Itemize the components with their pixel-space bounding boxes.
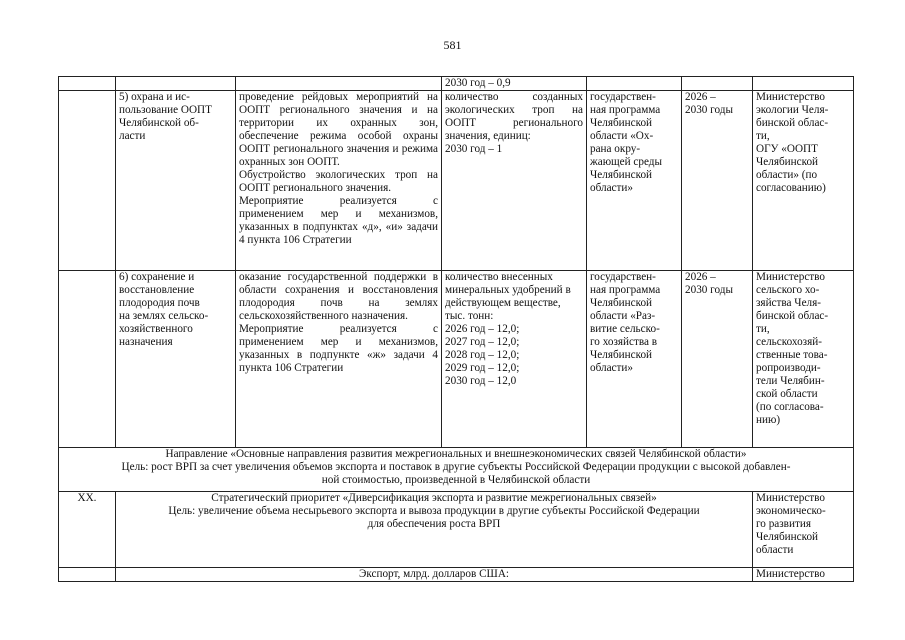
page-number: 581 [443, 38, 462, 52]
executor-cell: Министерство экологии Челя- бинской облас- ти, ОГУ «ООПТ Челябинской области» (по согласованию) [753, 91, 854, 271]
table-row [59, 448, 854, 492]
table-cell [59, 271, 116, 448]
table-cell [236, 77, 442, 91]
strategy-table [58, 76, 854, 582]
task-cell: 5) охрана и ис- пользование ООПТ Челябинской об- ласти [116, 91, 236, 271]
table-cell [587, 77, 682, 91]
task-cell: 6) сохранение и восстановление плодородия почв на землях сельско- хозяйственного назначения [116, 271, 236, 448]
executor-cell: Министерство сельского хо- зяйства Челя- бинской облас- ти, сельскохозяй- ственные това- ропроизводи- тели Челябин- ской области (по согласова- нию) [753, 271, 854, 448]
priority-cell: Стратегический приоритет «Диверсификация экспорта и развитие межрегиональных связей» Цель: увеличение объема несырьевого экспорта и вывоза продукции в другие субъекты Российской Федерации для обеспечения роста ВРП [116, 492, 753, 568]
table-row [59, 568, 854, 582]
table-row [59, 492, 854, 568]
executor-cell: Министерство экономическо- го развития Челябинской области [753, 492, 854, 568]
period-cell: 2026 – 2030 годы [682, 271, 753, 448]
table-cell [753, 77, 854, 91]
table-cell [59, 77, 116, 91]
measure-cell: оказание государственной поддержки в области сохранения и восстановления плодородия почв на землях сельскохозяйственного назначения. Мероприятие реализуется с применением мер и механизмов, указанных в подпункте «ж» задачи 4 пункта 106 Стратегии [236, 271, 442, 448]
indicator-cell: количество созданных экологических троп на ООПТ регионального значения, единиц: 2030 год – 1 [442, 91, 587, 271]
table-cell [59, 568, 116, 582]
table-row [59, 77, 854, 91]
table-cell [59, 91, 116, 271]
table-cell [682, 77, 753, 91]
direction-cell: Направление «Основные направления развития межрегиональных и внешнеэкономических связей Челябинской области» Цель: рост ВРП за счет увеличения объемов экспорта и поставок в другие субъекты Российской Федерации продукции с высокой добавлен- ной стоимостью, произведенной в Челябинской области [59, 448, 854, 492]
program-cell: государствен- ная программа Челябинской области «Раз- витие сельско- го хозяйства в Челябинской области» [587, 271, 682, 448]
period-cell: 2026 – 2030 годы [682, 91, 753, 271]
indicator-cell: 2030 год – 0,9 [442, 77, 587, 91]
export-cell: Экспорт, млрд. долларов США: [116, 568, 753, 582]
table-row [59, 271, 854, 448]
program-cell: государствен- ная программа Челябинской области «Ох- рана окру- жающей среды Челябинской области» [587, 91, 682, 271]
table-row [59, 91, 854, 271]
indicator-cell: количество внесенных минеральных удобрений в действующем веществе, тыс. тонн: 2026 год – 12,0; 2027 год – 12,0; 2028 год – 12,0; 2029 год – 12,0; 2030 год – 12,0 [442, 271, 587, 448]
table-cell [116, 77, 236, 91]
executor-cell: Министерство [753, 568, 854, 582]
priority-number-cell: XX. [59, 492, 116, 568]
measure-cell: проведение рейдовых мероприятий на ООПТ регионального значения и на территории их охранных зон, обеспечение режима особой охраны ООПТ регионального значения и режима охранных зон ООПТ. Обустройство экологических троп на ООПТ регионального значения. Мероприятие реализуется с применением мер и механизмов, указанных в подпунктах «д», «и» задачи 4 пункта 106 Стратегии [236, 91, 442, 271]
